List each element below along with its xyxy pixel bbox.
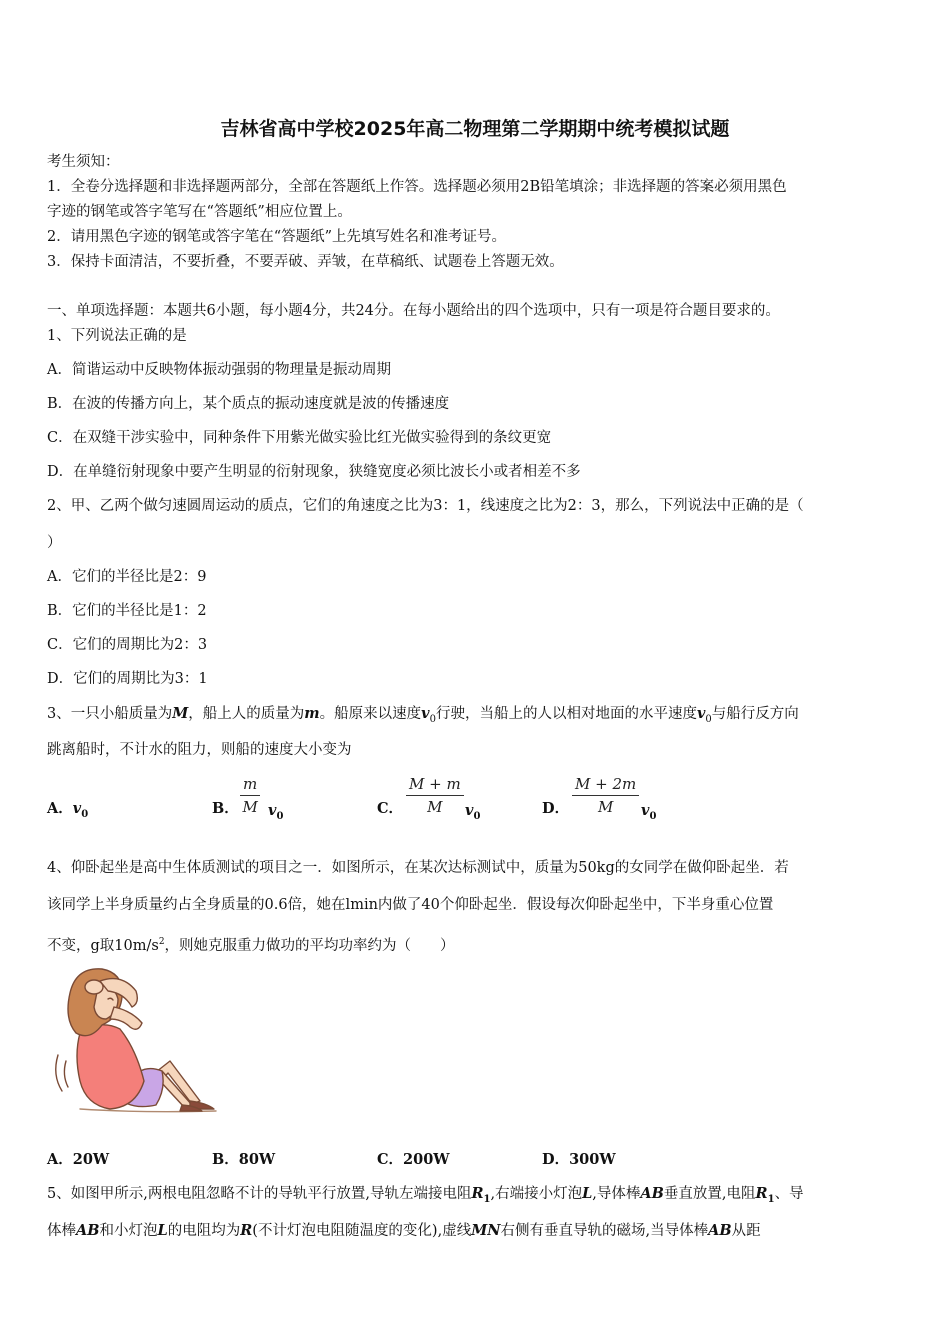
q2-option-b: B．它们的半径比是1：2 xyxy=(47,603,207,619)
notice-item-3: 3．保持卡面清洁，不要折叠，不要弄破、弄皱，在草稿纸、试题卷上答题无效。 xyxy=(47,254,564,270)
situp-girl-illustration xyxy=(50,963,222,1123)
hand xyxy=(85,980,103,994)
q5-stem-line-2: 体棒AB和小灯泡L的电阻均为R(不计灯泡电阻随温度的变化),虚线MN右侧有垂直导轨的磁场,当导体棒AB从距 xyxy=(47,1222,761,1239)
q2-option-a: A．它们的半径比是2：9 xyxy=(47,569,207,585)
q2-option-c: C．它们的周期比为2：3 xyxy=(47,637,208,653)
q4-stem-line-1: 4、仰卧起坐是高中生体质测试的项目之一．如图所示，在某次达标测试中，质量为50kg的女同学在做仰卧起坐．若 xyxy=(47,860,789,876)
notice-item-1-cont: 字迹的钢笔或答字笔写在“答题纸”相应位置上。 xyxy=(47,204,352,220)
q3-option-c-v0: $v_0$ xyxy=(465,802,481,822)
q4-stem-line-3: 不变，g取$10m/s^2$，则她克服重力做功的平均功率约为（ ） xyxy=(47,937,455,954)
q3-option-c-fraction: $\frac{M + m}{M}$ xyxy=(406,773,464,818)
q4-option-c: C．200W xyxy=(377,1151,450,1168)
shirt xyxy=(77,1025,144,1109)
section-heading: 一、单项选择题：本题共6小题，每小题4分，共24分。在每小题给出的四个选项中，只有一项是符合题目要求的。 xyxy=(47,303,780,319)
q3-option-d-fraction: $\frac{M + 2m}{M}$ xyxy=(572,773,639,818)
q1-option-d: D．在单缝衍射现象中要产生明显的衍射现象，狭缝宽度必须比波长小或者相差不多 xyxy=(47,464,581,480)
q4-option-b: B．80W xyxy=(212,1151,276,1168)
q2-stem-cont: ） xyxy=(47,535,62,551)
q1-option-a: A．简谐运动中反映物体振动强弱的物理量是振动周期 xyxy=(47,362,391,378)
q1-option-b: B．在波的传播方向上，某个质点的振动速度就是波的传播速度 xyxy=(47,396,450,412)
q1-stem: 1、下列说法正确的是 xyxy=(47,328,187,344)
q2-stem: 2、甲、乙两个做匀速圆周运动的质点，它们的角速度之比为3：1，线速度之比为2：3，那么，下列说法中正确的是（ xyxy=(47,498,804,514)
q3-stem-cont: 跳离船时，不计水的阻力，则船的速度大小变为 xyxy=(47,742,352,758)
q3-option-d-label: D． xyxy=(542,800,570,817)
q3-option-b-fraction: $\frac{m}{M}$ xyxy=(240,773,260,818)
q3-option-b-label: B． xyxy=(212,800,239,817)
q5-stem-line-1: 5、如图甲所示,两根电阻忽略不计的导轨平行放置,导轨左端接电阻$R_1$,右端接小灯泡L,导体棒AB垂直放置,电阻$R_1$、导 xyxy=(47,1185,804,1205)
notice-heading: 考生须知： xyxy=(47,154,120,170)
q3-option-a: A．$v_0$ xyxy=(47,800,89,820)
q2-option-d: D．它们的周期比为3：1 xyxy=(47,671,208,687)
motion-line-1 xyxy=(56,1055,62,1091)
q4-stem-line-2: 该同学上半身质量约占全身质量的0.6倍，她在lmin内做了40个仰卧起坐．假设每次仰卧起坐中，下半身重心位置 xyxy=(47,897,774,913)
notice-item-2: 2．请用黑色字迹的钢笔或答字笔在“答题纸”上先填写姓名和准考证号。 xyxy=(47,229,507,245)
q3-option-b-v0: $v_0$ xyxy=(268,802,284,822)
q3-stem: 3、一只小船质量为M，船上人的质量为m。船原来以速度$v_0$行驶，当船上的人以相对地面的水平速度$v_0$与船行反方向 xyxy=(47,705,799,725)
notice-item-1: 1．全卷分选择题和非选择题两部分，全部在答题纸上作答。选择题必须用2B铅笔填涂；非选择题的答案必须用黑色 xyxy=(47,179,787,195)
motion-line-2 xyxy=(64,1061,68,1087)
q4-option-d: D．300W xyxy=(542,1151,616,1168)
arm-lower xyxy=(110,1007,142,1029)
q1-option-c: C．在双缝干涉实验中，同种条件下用紫光做实验比红光做实验得到的条纹更宽 xyxy=(47,430,552,446)
q3-option-c-label: C． xyxy=(377,800,404,817)
exam-title: 吉林省高中学校2025年高二物理第二学期期中统考模拟试题 xyxy=(220,118,730,140)
q4-option-a: A．20W xyxy=(47,1151,110,1168)
q3-option-d-v0: $v_0$ xyxy=(641,802,657,822)
